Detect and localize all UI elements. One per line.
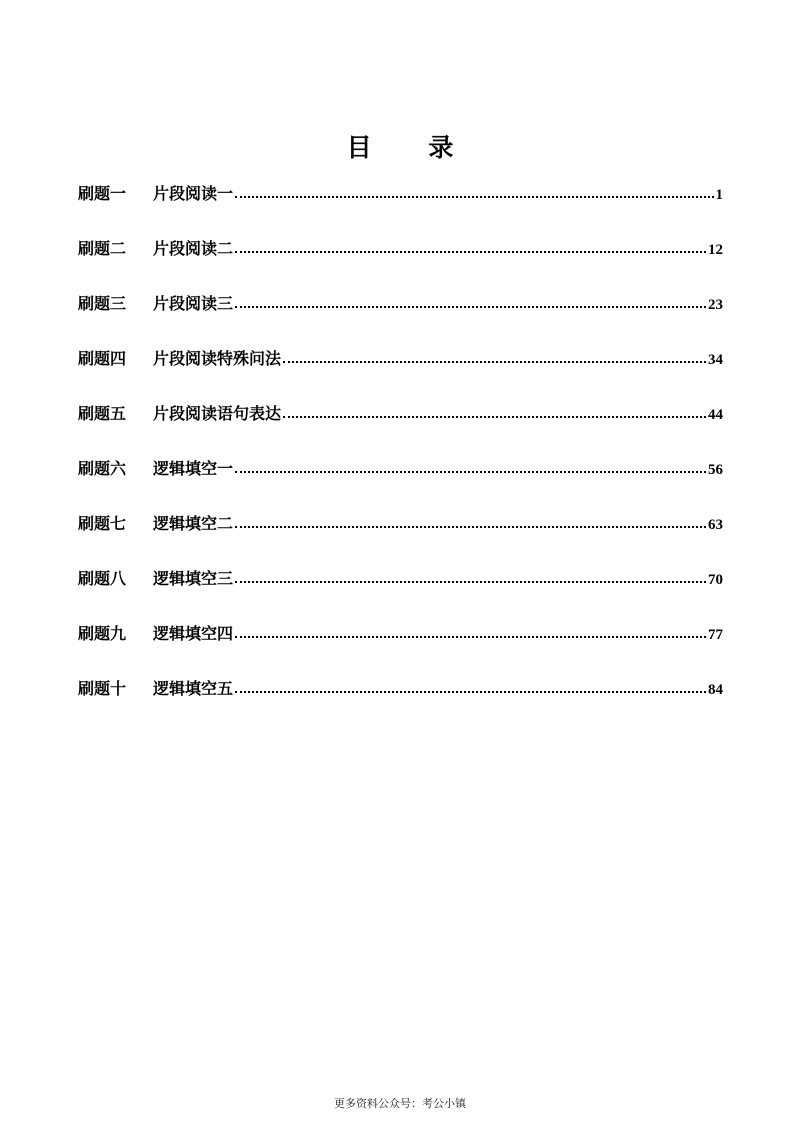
toc-entry-page: 1	[715, 187, 723, 203]
toc-entry-title: 片段阅读三	[153, 294, 234, 313]
toc-entry-page: 23	[708, 297, 723, 313]
toc-list	[78, 181, 723, 731]
toc-entry[interactable]	[78, 676, 723, 731]
toc-dot-leader	[235, 293, 706, 309]
toc-entry[interactable]	[78, 181, 723, 236]
toc-entry[interactable]	[78, 511, 723, 566]
toc-entry[interactable]	[78, 401, 723, 456]
toc-dot-leader	[235, 513, 706, 529]
toc-dot-leader	[235, 568, 706, 584]
toc-dot-leader	[235, 238, 706, 254]
toc-entry-number: 刷题七	[78, 514, 127, 533]
toc-dot-leader	[235, 458, 706, 474]
toc-dot-leader	[235, 623, 706, 639]
toc-entry-number: 刷题三	[78, 294, 127, 313]
toc-entry-title: 片段阅读特殊问法	[153, 349, 282, 368]
toc-entry[interactable]	[78, 621, 723, 676]
toc-entry-page: 12	[708, 242, 723, 258]
toc-dot-leader	[283, 403, 706, 419]
toc-entry-title: 片段阅读语句表达	[153, 404, 282, 423]
toc-entry[interactable]	[78, 346, 723, 401]
toc-entry-page: 63	[708, 517, 723, 533]
toc-entry-number: 刷题五	[78, 404, 127, 423]
toc-entry-number: 刷题八	[78, 569, 127, 588]
toc-entry-title: 逻辑填空四	[153, 624, 234, 643]
toc-entry-title: 片段阅读一	[153, 184, 234, 203]
toc-entry[interactable]	[78, 236, 723, 291]
toc-entry[interactable]	[78, 566, 723, 621]
toc-entry-number: 刷题六	[78, 459, 127, 478]
toc-entry-number: 刷题九	[78, 624, 127, 643]
toc-entry-page: 44	[708, 407, 723, 423]
toc-entry-title: 片段阅读二	[153, 239, 234, 258]
toc-entry-page: 34	[708, 352, 723, 368]
toc-entry-page: 70	[708, 572, 723, 588]
page-footer: 更多资料公众号：考公小镇	[334, 1097, 466, 1110]
toc-entry-page: 84	[708, 682, 723, 698]
toc-entry-number: 刷题十	[78, 679, 127, 698]
page-title: 目 录	[346, 133, 478, 162]
toc-entry-title: 逻辑填空二	[153, 514, 234, 533]
toc-entry-title: 逻辑填空三	[153, 569, 234, 588]
toc-entry-number: 刷题四	[78, 349, 127, 368]
toc-entry-page: 77	[708, 627, 723, 643]
toc-entry-title: 逻辑填空一	[153, 459, 234, 478]
toc-dot-leader	[235, 678, 706, 694]
toc-entry-title: 逻辑填空五	[153, 679, 234, 698]
toc-entry[interactable]	[78, 291, 723, 346]
toc-entry[interactable]	[78, 456, 723, 511]
toc-dot-leader	[235, 183, 713, 199]
toc-entry-page: 56	[708, 462, 723, 478]
toc-dot-leader	[283, 348, 706, 364]
toc-entry-number: 刷题二	[78, 239, 127, 258]
toc-entry-number: 刷题一	[78, 184, 127, 203]
